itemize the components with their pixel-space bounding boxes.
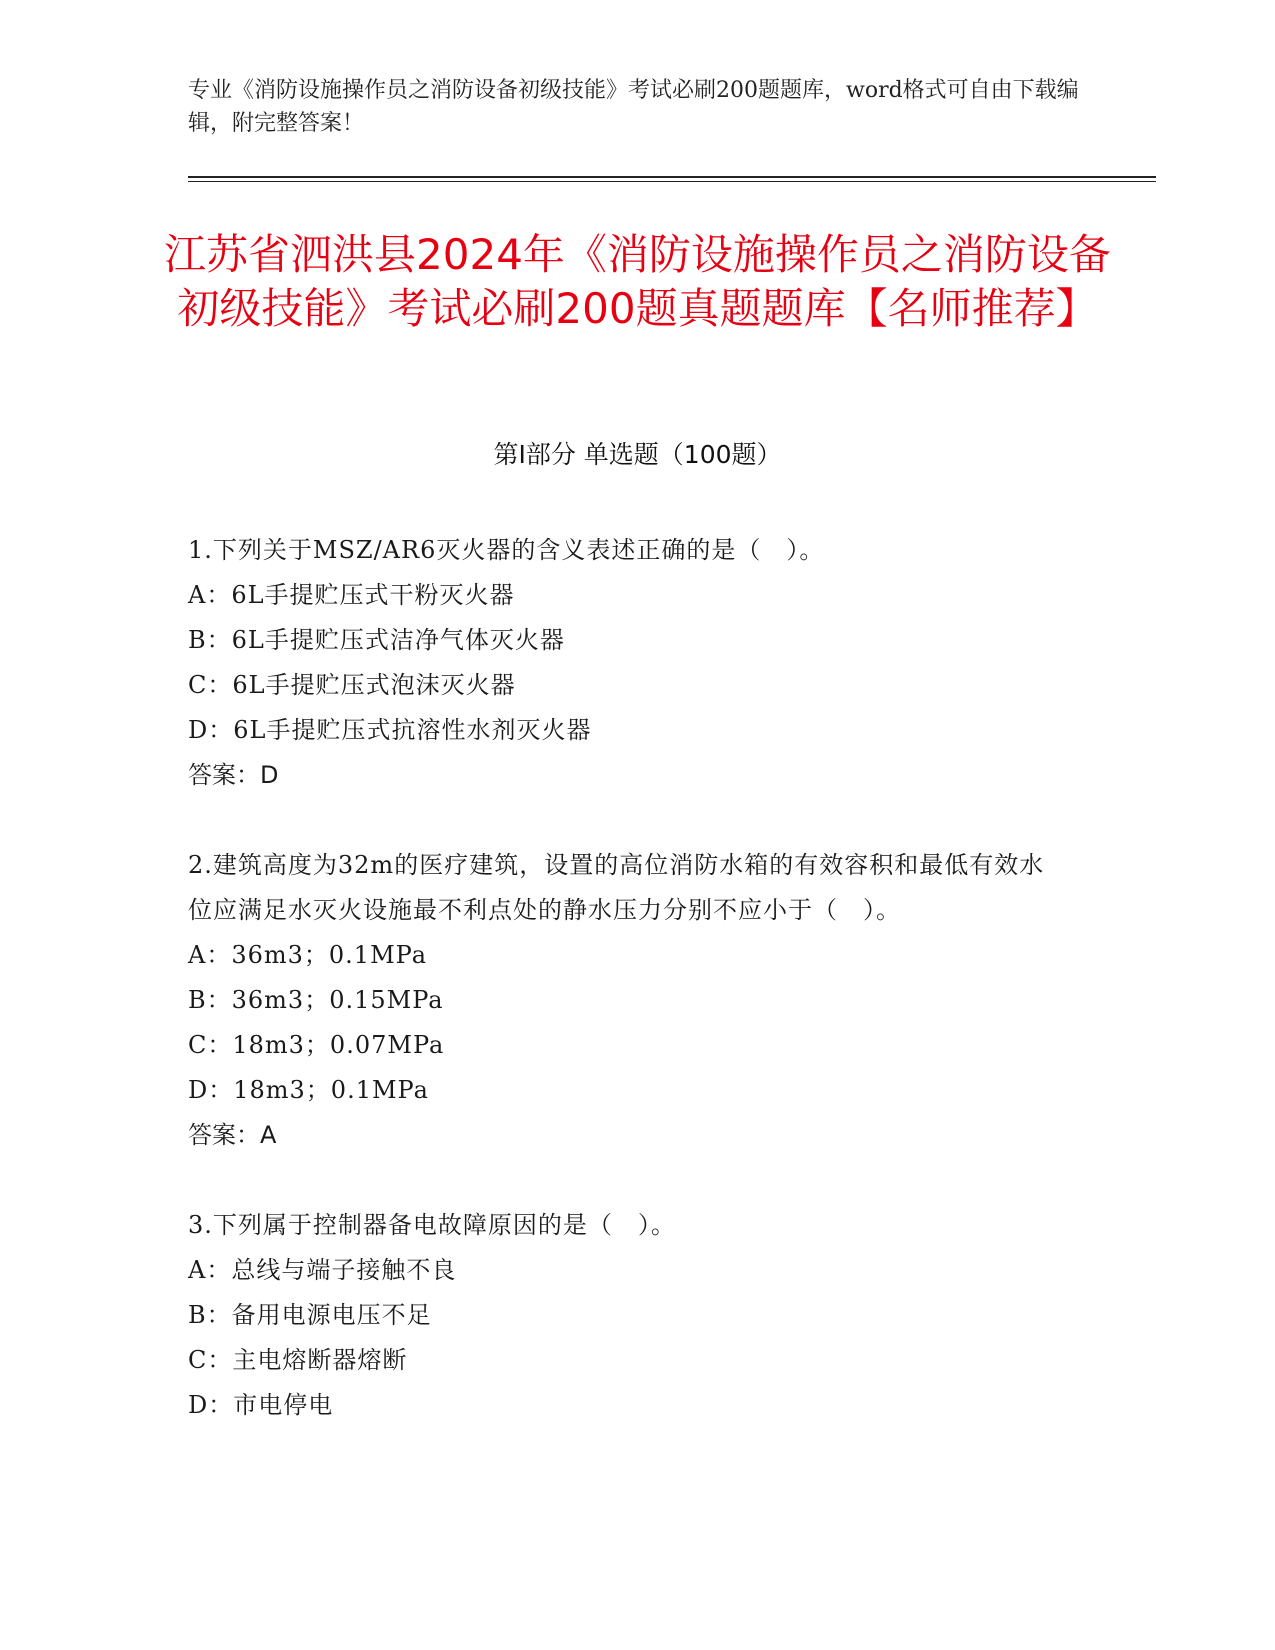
- header-rule-thin: [188, 181, 1156, 182]
- question-list: [188, 528, 1068, 1473]
- question-stem: 2.建筑高度为32m的医疗建筑，设置的高位消防水箱的有效容积和最低有效水位应满足水灭火设施最不利点处的静水压力分别不应小于（ ）。: [188, 851, 1045, 924]
- answer: 答案：D: [188, 761, 279, 789]
- option-d: D：18m3；0.1MPa: [188, 1076, 429, 1104]
- option-c: C：6L手提贮压式泡沫灭火器: [188, 671, 516, 699]
- option-b: B：备用电源电压不足: [188, 1301, 432, 1329]
- question-stem: 3.下列属于控制器备电故障原因的是（ ）。: [188, 1211, 676, 1239]
- answer: 答案：A: [188, 1121, 277, 1149]
- option-c: C：主电熔断器熔断: [188, 1346, 408, 1374]
- header-note: 专业《消防设施操作员之消防设备初级技能》考试必刷200题题库，word格式可自由下载编辑，附完整答案！: [188, 78, 1079, 136]
- option-a: A：36m3；0.1MPa: [188, 941, 428, 969]
- option-a: A：总线与端子接触不良: [188, 1256, 457, 1284]
- option-c: C：18m3；0.07MPa: [188, 1031, 445, 1059]
- option-a: A：6L手提贮压式干粉灭火器: [188, 581, 515, 609]
- question-3: [188, 1203, 1068, 1428]
- question-2: [188, 843, 1068, 1158]
- question-1: [188, 528, 1068, 798]
- question-stem: 1.下列关于MSZ/AR6灭火器的含义表述正确的是（ ）。: [188, 536, 825, 564]
- section-title: 第Ⅰ部分 单选题（100题）: [493, 440, 782, 469]
- option-b: B：36m3；0.15MPa: [188, 986, 444, 1014]
- option-b: B：6L手提贮压式洁净气体灭火器: [188, 626, 565, 654]
- header-rule-thick: [188, 176, 1156, 178]
- option-d: D：市电停电: [188, 1391, 334, 1419]
- option-d: D：6L手提贮压式抗溶性水剂灭火器: [188, 716, 592, 744]
- document-title: 江苏省泗洪县2024年《消防设施操作员之消防设备初级技能》考试必刷200题真题题库【名师推荐】: [164, 230, 1111, 333]
